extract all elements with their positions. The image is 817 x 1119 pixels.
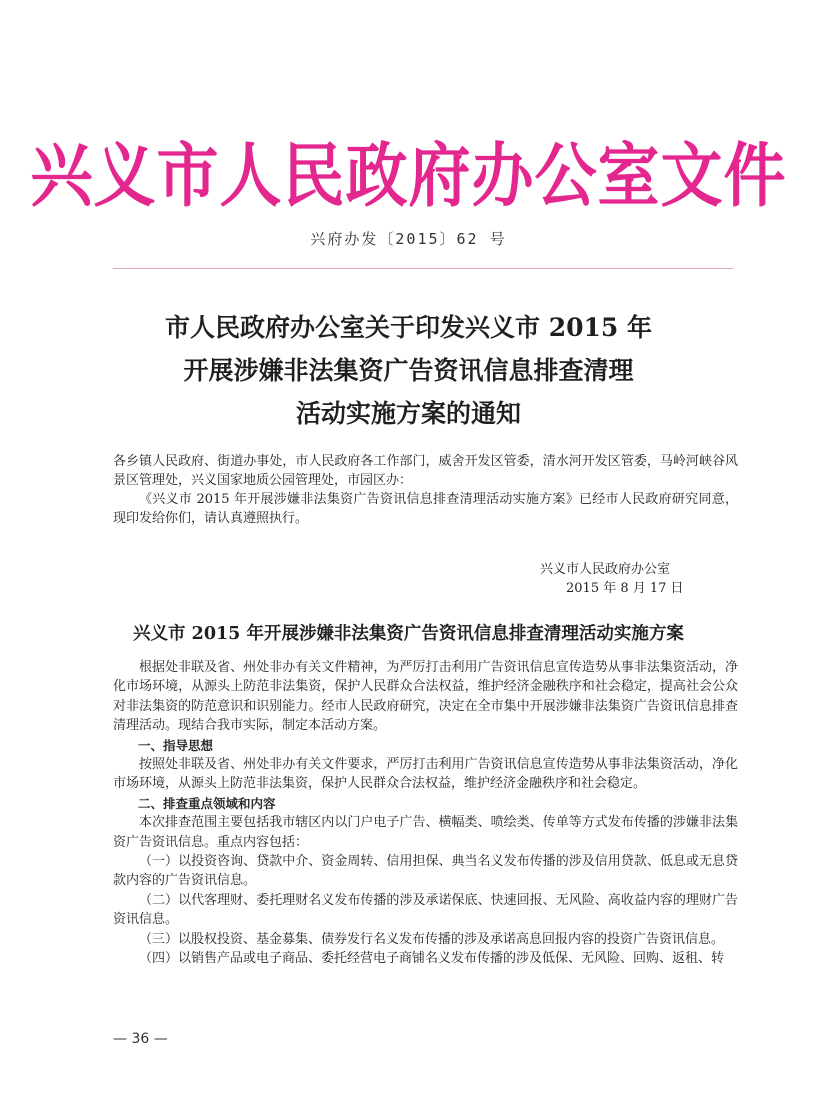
list-item: （四）以销售产品或电子商品、委托经营电子商铺名义发布传播的涉及低保、无风险、回购、返租、转: [139, 951, 725, 967]
signature-org: 兴义市人民政府办公室: [540, 562, 671, 577]
section-text-guiding-ideas: 按照处非联及省、州处非办有关文件要求，严厉打击利用广告资讯信息宣传造势从事非法集资活动，净化市场环境，从源头上防范非法集资，保护人民群众合法权益，维护经济金融秩序和社会稳定。: [113, 757, 738, 792]
notice-title: [0, 306, 817, 435]
section-heading-key-areas: 二、排查重点领域和内容: [138, 795, 276, 811]
plan-body: [113, 658, 738, 969]
notice-title-line-3: 活动实施方案的通知: [295, 399, 521, 428]
plan-intro-paragraph: 根据处非联及省、州处非办有关文件精神，为严厉打击利用广告资讯信息宣传造势从事非法集资活动，净化市场环境，从源头上防范非法集资，保护人民群众合法权益，维护经济金融秩序和社会稳定，提高社会公众对非法集资的防范意识和识别能力。经市人民政府研究，决定在全市集中开展涉嫌非法集资广告资讯信息排查清理活动。现结合我市实际，制定本活动方案。: [113, 660, 738, 734]
page-number: — 36 —: [113, 1031, 168, 1047]
list-item: （一）以投资咨询、贷款中介、资金周转、信用担保、典当名义发布传播的涉及信用贷款、低息或无息贷款内容的广告资讯信息。: [113, 854, 738, 889]
section-heading-guiding-ideas: 一、指导思想: [138, 737, 214, 753]
section-text-key-areas: 本次排查范围主要包括我市辖区内以门户电子广告、横幅类、喷绘类、传单等方式发布传播的涉嫌非法集资广告资讯信息。重点内容包括：: [113, 815, 738, 850]
signature-date: 2015 年 8 月 17 日: [566, 581, 684, 596]
notice-body: [113, 452, 738, 528]
document-masthead: 兴义市人民政府办公室文件: [30, 134, 787, 217]
plan-title: 兴义市 2015 年开展涉嫌非法集资广告资讯信息排查清理活动实施方案: [133, 624, 684, 644]
signature-block: [540, 560, 684, 598]
notice-title-line-1: 市人民政府办公室关于印发兴义市 2015 年: [165, 313, 652, 342]
header-divider: [113, 268, 733, 269]
notice-paragraph: 《兴义市 2015 年开展涉嫌非法集资广告资讯信息排查清理活动实施方案》已经市人民政府研究同意，现印发给你们，请认真遵照执行。: [113, 492, 738, 526]
document-number: 兴府办发〔2015〕62 号: [310, 230, 507, 248]
recipients-paragraph: 各乡镇人民政府、街道办事处，市人民政府各工作部门，威舍开发区管委，清水河开发区管委，马岭河峡谷风景区管理处，兴义国家地质公园管理处，市园区办：: [113, 454, 738, 488]
notice-title-line-2: 开展涉嫌非法集资广告资讯信息排查清理: [183, 356, 634, 385]
list-item: （二）以代客理财、委托理财名义发布传播的涉及承诺保底、快速回报、无风险、高收益内容的理财广告资讯信息。: [113, 892, 738, 928]
list-item: （三）以股权投资、基金募集、债券发行名义发布传播的涉及承诺高息回报内容的投资广告资讯信息。: [139, 931, 725, 947]
